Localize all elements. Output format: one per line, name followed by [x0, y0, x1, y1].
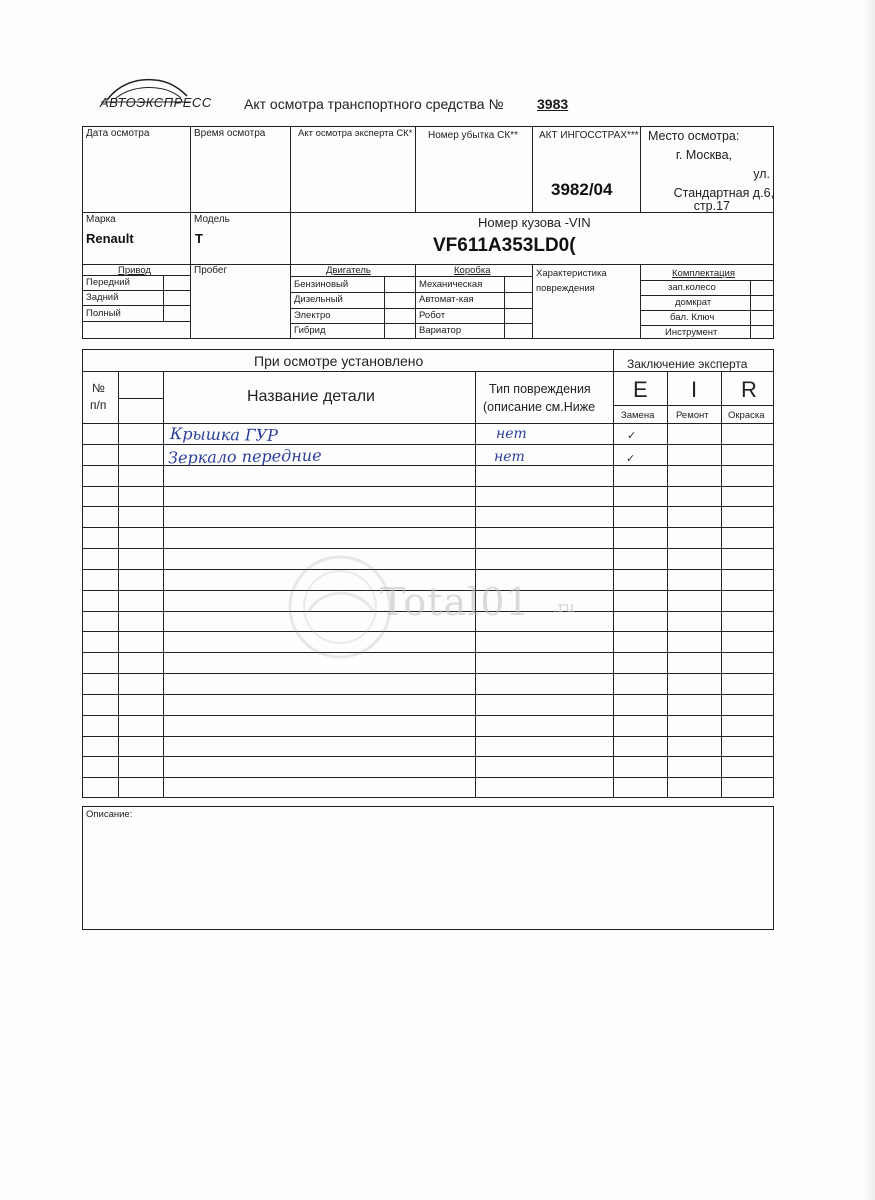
findings-row-line — [82, 444, 774, 445]
place-line-4: стр.17 — [693, 199, 730, 213]
column-r: R — [741, 377, 757, 402]
expert-act-label: Акт осмотра эксперта СК* — [298, 128, 413, 139]
gearbox-option-cvt: Вариатор — [419, 325, 462, 336]
watermark-text: Total01 — [380, 580, 531, 624]
description-box — [82, 806, 774, 930]
gearbox-option-auto: Автомат-кая — [419, 294, 474, 305]
findings-row-line — [82, 736, 774, 737]
gearbox-label: Коробка — [454, 265, 491, 276]
gearbox-option-robot: Робот — [419, 310, 446, 321]
column-paint: Окраска — [728, 410, 765, 421]
column-replace: Замена — [621, 410, 655, 421]
findings-row-line — [82, 527, 774, 528]
model-label: Модель — [194, 214, 230, 225]
engine-option-hybrid: Гибрид — [294, 325, 326, 336]
findings-row-line — [82, 486, 774, 487]
num-sub-label: п/п — [90, 398, 107, 412]
logo-text: АВТОЭКСПРЕСС — [100, 95, 212, 110]
description-label: Описание: — [86, 809, 133, 820]
equipment-spare-wheel: зап.колесо — [668, 282, 716, 293]
damage-type-label: Тип повреждения — [489, 382, 591, 396]
finding-row-2-replace-check: ✓ — [626, 453, 636, 465]
equipment-wrench: бал. Ключ — [670, 312, 715, 323]
findings-row-line — [82, 715, 774, 716]
drive-option-rear: Задний — [86, 292, 119, 303]
make-value: Renault — [86, 231, 134, 246]
model-value: T — [195, 231, 203, 246]
document-title: Акт осмотра транспортного средства № — [244, 96, 504, 112]
engine-option-petrol: Бензиновый — [294, 279, 349, 290]
findings-row-line — [82, 506, 774, 507]
place-line-3: Стандартная д.6, — [673, 186, 774, 200]
damage-char-label-1: Характеристика — [536, 268, 607, 279]
vin-label: Номер кузова -VIN — [478, 215, 591, 230]
engine-label: Двигатель — [326, 265, 371, 276]
place-line-2: ул. — [753, 167, 770, 181]
scan-edge — [862, 0, 875, 1200]
drive-option-all: Полный — [86, 308, 121, 319]
engine-option-diesel: Дизельный — [294, 294, 343, 305]
drive-option-front: Передний — [86, 277, 130, 288]
finding-row-2-part: Зеркало передние — [167, 445, 322, 468]
column-e: E — [633, 377, 648, 402]
claim-number-label: Номер убытка СК** — [428, 130, 518, 141]
finding-row-1-replace-check: ✓ — [627, 430, 637, 442]
damage-char-label-2: повреждения — [536, 283, 595, 294]
damage-type-sub-label: (описание см.Ниже — [483, 400, 596, 414]
place-label: Место осмотра: — [648, 129, 740, 143]
inspection-time-label: Время осмотра — [194, 128, 266, 139]
gearbox-option-manual: Механическая — [419, 279, 483, 290]
equipment-tools: Инструмент — [665, 327, 718, 338]
finding-row-1-part: Крышка ГУР — [169, 424, 279, 445]
part-name-label: Название детали — [247, 388, 375, 405]
finding-row-1-damage: нет — [496, 426, 527, 442]
inspection-place — [646, 127, 774, 216]
vin-value: VF611A353LD0( — [433, 235, 576, 256]
drive-label: Привод — [118, 265, 151, 276]
num-label: № — [92, 381, 105, 395]
findings-row-line — [82, 777, 774, 778]
findings-row-line — [82, 548, 774, 549]
inspection-date-label: Дата осмотра — [86, 128, 150, 139]
findings-row-line — [82, 694, 774, 695]
place-line-1: г. Москва, — [675, 148, 732, 162]
finding-row-2-damage: нет — [494, 449, 525, 465]
watermark-suffix: .ru — [553, 598, 575, 616]
make-label: Марка — [86, 214, 116, 225]
findings-section-title: При осмотре установлено — [254, 353, 424, 369]
expert-conclusion-title: Заключение эксперта — [627, 357, 748, 371]
ingosstrakh-act-value: 3982/04 — [551, 180, 613, 199]
findings-row-line — [82, 673, 774, 674]
findings-row-line — [82, 756, 774, 757]
document-number: 3983 — [537, 96, 569, 112]
column-i: I — [691, 377, 698, 402]
ingosstrakh-act-label: АКТ ИНГОССТРАХ*** — [539, 130, 639, 141]
equipment-jack: домкрат — [675, 297, 712, 308]
engine-option-electric: Электро — [294, 310, 331, 321]
mileage-label: Пробег — [194, 265, 228, 276]
equipment-label: Комплектация — [672, 268, 736, 279]
column-repair: Ремонт — [676, 410, 709, 421]
